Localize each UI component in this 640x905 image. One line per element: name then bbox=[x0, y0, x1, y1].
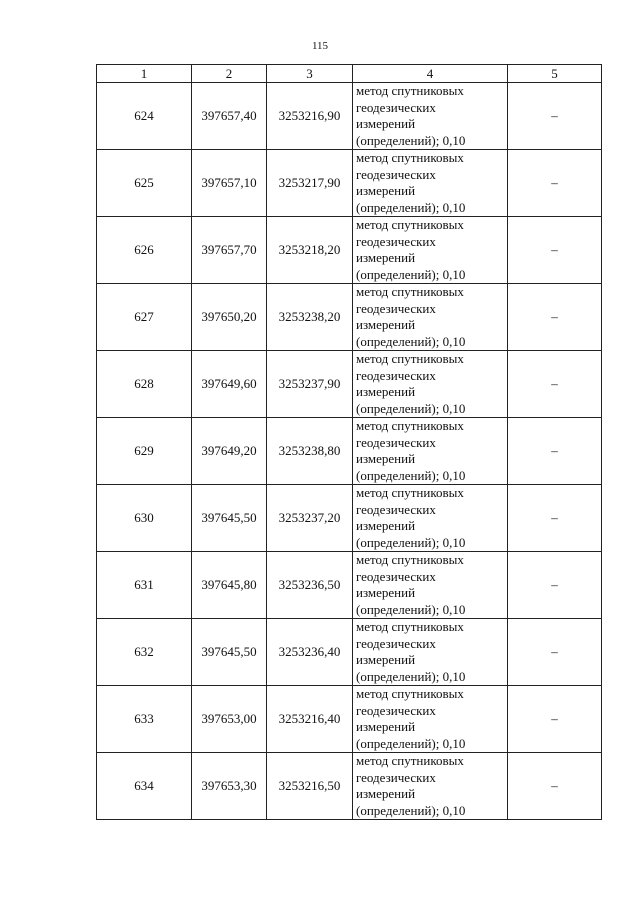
y-coordinate-cell: 3253216,50 bbox=[267, 753, 353, 820]
method-line: геодезических bbox=[356, 166, 436, 182]
method-cell bbox=[353, 83, 508, 150]
method-line: метод спутниковых bbox=[356, 619, 464, 634]
table-row bbox=[97, 418, 602, 485]
method-line: метод спутниковых bbox=[356, 418, 464, 433]
x-coordinate-cell: 397649,20 bbox=[192, 418, 267, 485]
table-row bbox=[97, 351, 602, 418]
method-line: метод спутниковых bbox=[356, 83, 464, 98]
x-coordinate-cell: 397645,80 bbox=[192, 552, 267, 619]
page-number: 115 bbox=[311, 40, 329, 52]
table-row bbox=[97, 217, 602, 284]
note-cell: – bbox=[508, 418, 602, 485]
method-line: метод спутниковых bbox=[356, 686, 464, 701]
table-row bbox=[97, 150, 602, 217]
method-line: измерений bbox=[356, 116, 416, 131]
note-cell: – bbox=[508, 485, 602, 552]
method-line: (определений); 0,10 bbox=[356, 601, 466, 617]
method-line: (определений); 0,10 bbox=[356, 467, 466, 483]
y-coordinate-cell: 3253218,20 bbox=[267, 217, 353, 284]
method-line: метод спутниковых bbox=[356, 552, 464, 567]
method-line: измерений bbox=[356, 652, 416, 667]
method-line: (определений); 0,10 bbox=[356, 266, 466, 282]
method-line: (определений); 0,10 bbox=[356, 333, 466, 349]
method-line: геодезических bbox=[356, 233, 436, 249]
method-line: геодезических bbox=[356, 568, 436, 584]
note-cell: – bbox=[508, 552, 602, 619]
point-number-cell: 629 bbox=[97, 418, 192, 485]
point-number-cell: 624 bbox=[97, 83, 192, 150]
y-coordinate-cell: 3253238,20 bbox=[267, 284, 353, 351]
method-line: метод спутниковых bbox=[356, 150, 464, 165]
method-line: метод спутниковых bbox=[356, 217, 464, 232]
method-cell bbox=[353, 418, 508, 485]
note-cell: – bbox=[508, 753, 602, 820]
method-line: измерений bbox=[356, 719, 416, 734]
method-cell bbox=[353, 552, 508, 619]
method-line: (определений); 0,10 bbox=[356, 534, 466, 550]
point-number-cell: 625 bbox=[97, 150, 192, 217]
method-line: измерений bbox=[356, 518, 416, 533]
point-number-cell: 632 bbox=[97, 619, 192, 686]
method-cell bbox=[353, 619, 508, 686]
table-row bbox=[97, 485, 602, 552]
column-header-4: 4 bbox=[353, 65, 508, 83]
table-row bbox=[97, 619, 602, 686]
y-coordinate-cell: 3253217,90 bbox=[267, 150, 353, 217]
note-cell: – bbox=[508, 83, 602, 150]
method-cell bbox=[353, 217, 508, 284]
table-row bbox=[97, 284, 602, 351]
method-line: измерений bbox=[356, 317, 416, 332]
x-coordinate-cell: 397657,40 bbox=[192, 83, 267, 150]
note-cell: – bbox=[508, 686, 602, 753]
table-row bbox=[97, 686, 602, 753]
method-line: метод спутниковых bbox=[356, 351, 464, 366]
method-line: (определений); 0,10 bbox=[356, 735, 466, 751]
x-coordinate-cell: 397650,20 bbox=[192, 284, 267, 351]
table-header-row bbox=[97, 65, 602, 83]
column-header-2: 2 bbox=[192, 65, 267, 83]
y-coordinate-cell: 3253238,80 bbox=[267, 418, 353, 485]
method-line: (определений); 0,10 bbox=[356, 400, 466, 416]
method-cell bbox=[353, 686, 508, 753]
method-line: измерений bbox=[356, 585, 416, 600]
note-cell: – bbox=[508, 150, 602, 217]
point-number-cell: 633 bbox=[97, 686, 192, 753]
x-coordinate-cell: 397657,10 bbox=[192, 150, 267, 217]
x-coordinate-cell: 397653,30 bbox=[192, 753, 267, 820]
point-number-cell: 626 bbox=[97, 217, 192, 284]
point-number-cell: 631 bbox=[97, 552, 192, 619]
method-line: метод спутниковых bbox=[356, 485, 464, 500]
coordinates-table bbox=[96, 64, 602, 820]
y-coordinate-cell: 3253216,40 bbox=[267, 686, 353, 753]
method-line: метод спутниковых bbox=[356, 753, 464, 768]
method-line: (определений); 0,10 bbox=[356, 199, 466, 215]
table-row bbox=[97, 753, 602, 820]
y-coordinate-cell: 3253216,90 bbox=[267, 83, 353, 150]
method-line: геодезических bbox=[356, 635, 436, 651]
method-line: измерений bbox=[356, 451, 416, 466]
method-line: измерений bbox=[356, 384, 416, 399]
point-number-cell: 630 bbox=[97, 485, 192, 552]
x-coordinate-cell: 397645,50 bbox=[192, 485, 267, 552]
method-line: измерений bbox=[356, 250, 416, 265]
method-cell bbox=[353, 753, 508, 820]
method-line: измерений bbox=[356, 786, 416, 801]
method-line: измерений bbox=[356, 183, 416, 198]
method-line: геодезических bbox=[356, 300, 436, 316]
method-cell bbox=[353, 351, 508, 418]
y-coordinate-cell: 3253237,20 bbox=[267, 485, 353, 552]
method-line: геодезических bbox=[356, 434, 436, 450]
method-line: (определений); 0,10 bbox=[356, 802, 466, 818]
y-coordinate-cell: 3253236,40 bbox=[267, 619, 353, 686]
method-line: геодезических bbox=[356, 501, 436, 517]
method-line: геодезических bbox=[356, 99, 436, 115]
column-header-3: 3 bbox=[267, 65, 353, 83]
x-coordinate-cell: 397657,70 bbox=[192, 217, 267, 284]
x-coordinate-cell: 397653,00 bbox=[192, 686, 267, 753]
point-number-cell: 634 bbox=[97, 753, 192, 820]
method-line: геодезических bbox=[356, 769, 436, 785]
x-coordinate-cell: 397645,50 bbox=[192, 619, 267, 686]
column-header-1: 1 bbox=[97, 65, 192, 83]
method-cell bbox=[353, 284, 508, 351]
point-number-cell: 628 bbox=[97, 351, 192, 418]
method-line: метод спутниковых bbox=[356, 284, 464, 299]
note-cell: – bbox=[508, 351, 602, 418]
method-line: геодезических bbox=[356, 367, 436, 383]
y-coordinate-cell: 3253236,50 bbox=[267, 552, 353, 619]
method-cell bbox=[353, 485, 508, 552]
method-line: (определений); 0,10 bbox=[356, 132, 466, 148]
method-line: геодезических bbox=[356, 702, 436, 718]
note-cell: – bbox=[508, 217, 602, 284]
y-coordinate-cell: 3253237,90 bbox=[267, 351, 353, 418]
note-cell: – bbox=[508, 284, 602, 351]
note-cell: – bbox=[508, 619, 602, 686]
column-header-5: 5 bbox=[508, 65, 602, 83]
x-coordinate-cell: 397649,60 bbox=[192, 351, 267, 418]
method-line: (определений); 0,10 bbox=[356, 668, 466, 684]
point-number-cell: 627 bbox=[97, 284, 192, 351]
table-row bbox=[97, 83, 602, 150]
table-row bbox=[97, 552, 602, 619]
method-cell bbox=[353, 150, 508, 217]
